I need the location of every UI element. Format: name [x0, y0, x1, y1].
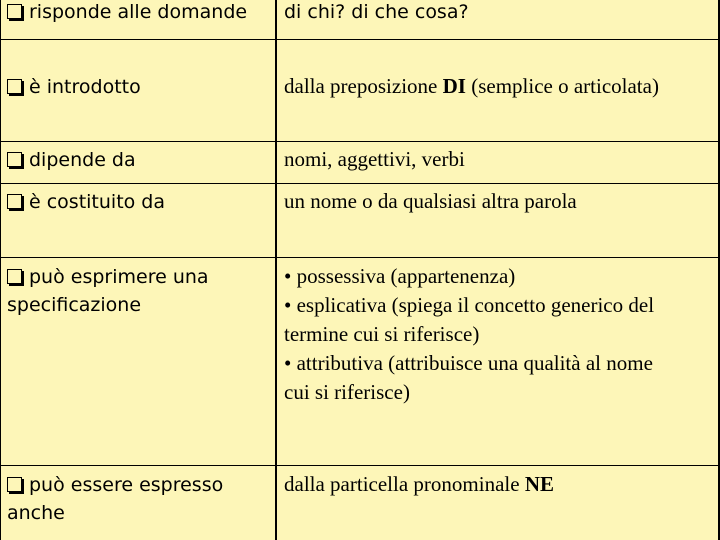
checkbox-bullet-icon — [7, 79, 22, 94]
row-value — [284, 0, 714, 26]
row-label-text: può esprimere una — [29, 266, 209, 288]
list-item: • attributiva (attribuisce una qualità al nome — [284, 351, 653, 375]
row-value-text: dalla particella pronominale — [284, 472, 525, 496]
row-value-text: nomi, aggettivi, verbi — [284, 147, 465, 171]
list-item: • esplicativa (spiega il concetto generico del — [284, 293, 655, 317]
row-label-text: risponde alle domande — [29, 1, 248, 23]
row-label-text-line2: specificazione — [7, 294, 142, 316]
row-value-list — [284, 262, 714, 407]
list-item: termine cui si riferisce) — [284, 322, 480, 346]
list-item: • possessiva (appartenenza) — [284, 264, 516, 288]
row-value — [284, 72, 714, 101]
row-label — [7, 73, 269, 101]
list-item: cui si riferisce) — [284, 380, 410, 404]
row-label — [7, 146, 269, 174]
row-label — [7, 263, 269, 319]
checkbox-bullet-icon — [7, 477, 22, 492]
row-label-text: è costituito da — [29, 191, 166, 213]
row-value — [284, 187, 714, 216]
row-label — [7, 0, 269, 26]
row-value-text: di chi? di che cosa? — [284, 1, 469, 23]
row-label-text: può essere espresso — [29, 474, 224, 496]
row-value-text: un nome o da qualsiasi altra parola — [284, 189, 577, 213]
row-value-bold: NE — [524, 472, 555, 496]
row-value-bold: DI — [442, 74, 466, 98]
row-value-text-tail: (semplice o articolata) — [465, 74, 659, 98]
row-value — [284, 145, 714, 174]
checkbox-bullet-icon — [7, 269, 22, 284]
row-label — [7, 188, 269, 216]
row-label-text: dipende da — [29, 149, 136, 171]
row-label — [7, 471, 269, 527]
checkbox-bullet-icon — [7, 4, 22, 19]
checkbox-bullet-icon — [7, 152, 22, 167]
row-label-text: è introdotto — [29, 76, 141, 98]
checkbox-bullet-icon — [7, 194, 22, 209]
row-value — [284, 470, 714, 499]
row-label-text-line2: anche — [7, 502, 65, 524]
row-value-text: dalla preposizione — [284, 74, 443, 98]
